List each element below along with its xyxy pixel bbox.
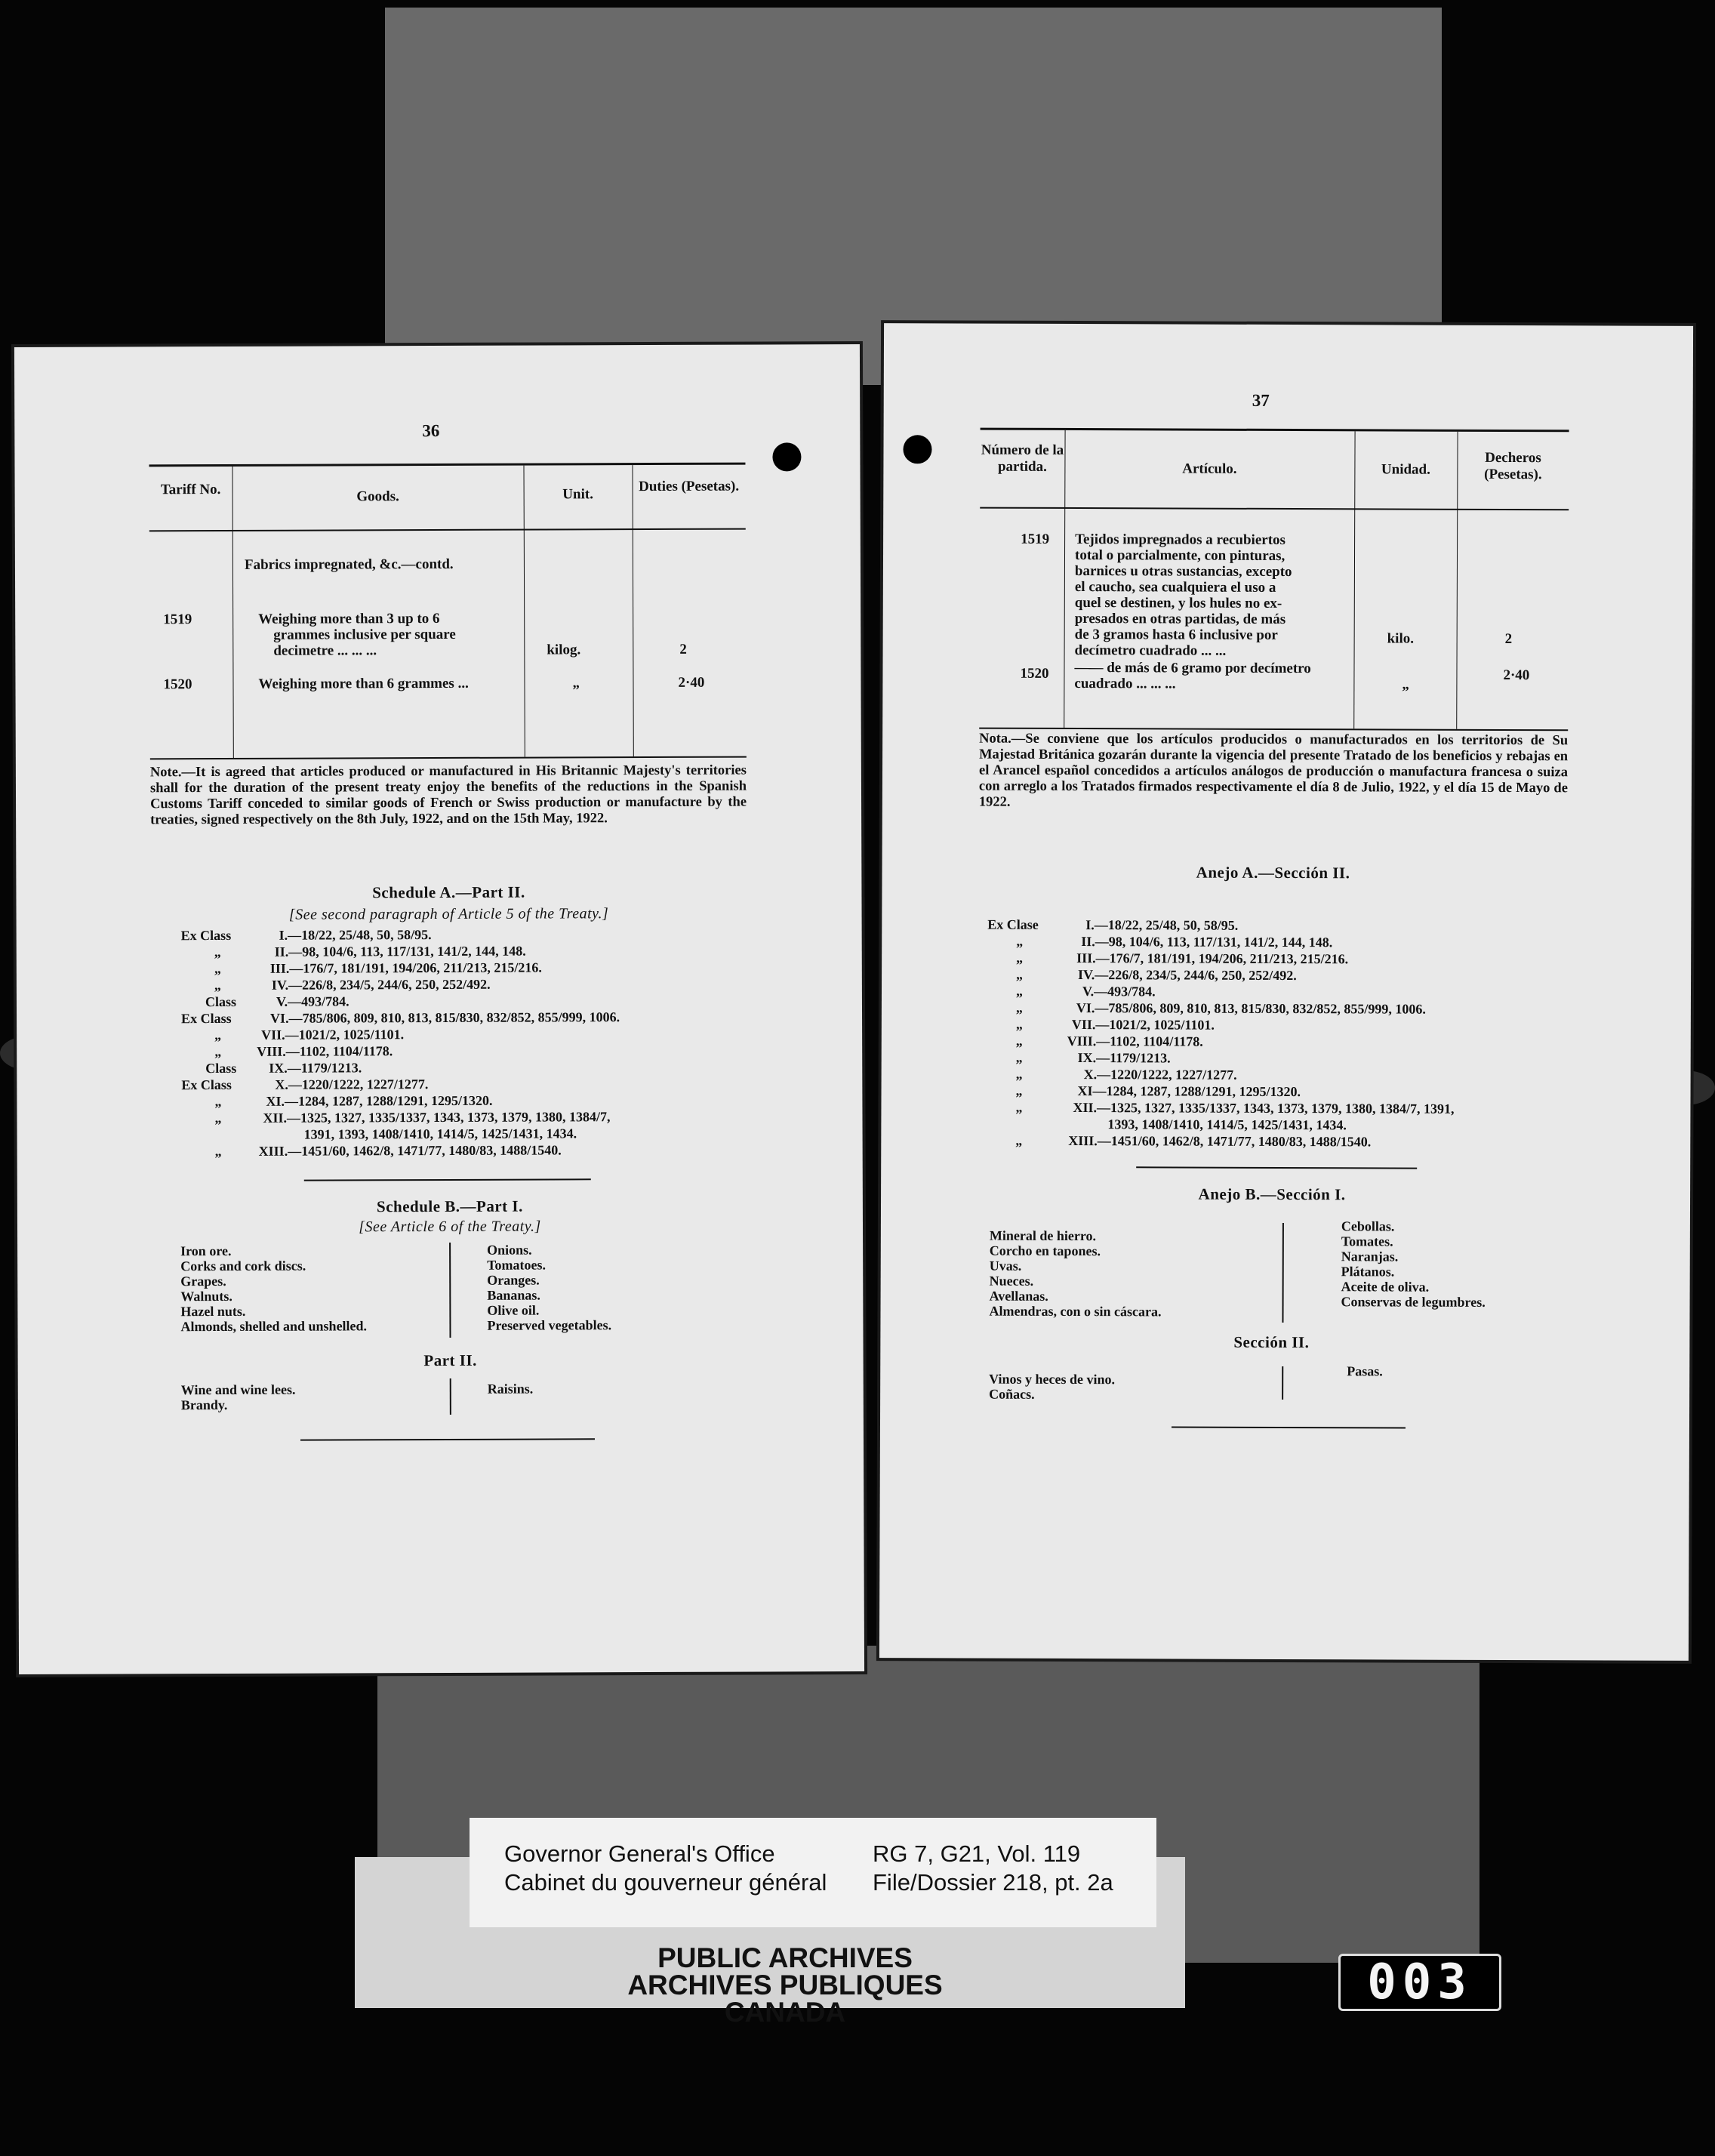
derecho-value: 2 bbox=[1504, 631, 1513, 648]
class-label: „ bbox=[1015, 1033, 1023, 1049]
anejo-item: Nueces. bbox=[989, 1273, 1034, 1289]
label-office-fr: Cabinet du gouverneur général bbox=[504, 1869, 827, 1896]
class-ranges: V.—493/784. bbox=[1082, 984, 1156, 999]
goods-line: decimetre ... ... ... bbox=[273, 642, 377, 659]
label-record-group: RG 7, G21, Vol. 119 bbox=[873, 1840, 1081, 1867]
tariff-table bbox=[149, 463, 746, 760]
class-ranges: III.—176/7, 181/191, 194/206, 211/213, 215/216. bbox=[1076, 950, 1349, 967]
class-ranges: VII.—1021/2, 1025/1101. bbox=[1071, 1017, 1215, 1033]
schedule-b-subtitle: [See Article 6 of the Treaty.] bbox=[359, 1218, 541, 1236]
class-ranges: X.—1220/1222, 1227/1277. bbox=[275, 1076, 429, 1092]
schedule-b-title: Schedule B.—Part I. bbox=[376, 1197, 523, 1216]
schedule-item: Bananas. bbox=[487, 1287, 540, 1303]
class-ranges: VIII.—1102, 1104/1178. bbox=[257, 1043, 393, 1059]
class-ranges-continued: 1391, 1393, 1408/1410, 1414/5, 1425/1431, 1434. bbox=[303, 1126, 577, 1142]
note-paragraph: Note.—It is agreed that articles produced or manufactured in His Britannic Majesty's territories shall for the duration of the present treaty enjoy the benefits of the reductions in the Spanish Customs Tariff conceded to similar goods of French or Swiss production or manufacture by the treaties, signed respectively on the 8th July, 1922, and on the 15th May, 1922. bbox=[149, 762, 747, 828]
class-label: „ bbox=[1015, 1132, 1023, 1148]
articulo-line: el caucho, sea cualquiera el uso a bbox=[1074, 579, 1276, 596]
header-derechos: Decheros (Pesetas). bbox=[1484, 449, 1542, 483]
column-separator bbox=[450, 1378, 451, 1415]
articulo-line: Tejidos impregnados a recubiertos bbox=[1075, 531, 1285, 548]
schedule-item: Walnuts. bbox=[180, 1288, 232, 1304]
class-ranges: XI—1284, 1287, 1288/1291, 1295/1320. bbox=[1077, 1083, 1301, 1100]
divider-rule bbox=[304, 1178, 591, 1181]
class-label: „ bbox=[1016, 966, 1024, 982]
anejo-item: Pasas. bbox=[1347, 1363, 1383, 1379]
schedule-item: Almonds, shelled and unshelled. bbox=[180, 1318, 368, 1335]
anejo-item: Naranjas. bbox=[1341, 1249, 1399, 1264]
class-label: „ bbox=[1015, 983, 1024, 999]
anejo-item: Plátanos. bbox=[1341, 1264, 1395, 1280]
column-separator bbox=[1282, 1223, 1283, 1323]
column-separator bbox=[449, 1243, 451, 1338]
class-label: „ bbox=[1015, 1083, 1023, 1098]
unidad-value: „ bbox=[1402, 676, 1409, 693]
class-ranges: XI.—1284, 1287, 1288/1291, 1295/1320. bbox=[266, 1092, 493, 1109]
class-label: Class bbox=[205, 1060, 237, 1076]
class-ranges: I.—18/22, 25/48, 50, 58/95. bbox=[1085, 917, 1239, 933]
class-label: „ bbox=[1015, 999, 1023, 1015]
class-label: „ bbox=[214, 961, 221, 977]
anejo-item: Coñacs. bbox=[989, 1386, 1035, 1402]
class-label: „ bbox=[1015, 1099, 1023, 1115]
nota-paragraph: Nota.—Se conviene que los artículos producidos o manufacturados en los territorios de Su Majestad Británica gozarán durante la vigencia del presente Tratado de los beneficios y rebajas en el Arancel español concedidos a artículos análogos de producción o manufactura francesa o suiza con arreglo a los Tratados firmados respectivamente el día 8 de Julio, 1922, y el día 15 de Mayo de 1922. bbox=[978, 731, 1569, 810]
part-ii-title: Part II. bbox=[423, 1351, 477, 1370]
class-ranges: IX.—1179/1213. bbox=[1077, 1050, 1171, 1066]
class-ranges: XII.—1325, 1327, 1335/1337, 1343, 1373, 1379, 1380, 1384/7, 1391, bbox=[1073, 1100, 1455, 1116]
derecho-value: 2·40 bbox=[1503, 667, 1530, 684]
right-page bbox=[879, 323, 1693, 1661]
unit-value: kilog. bbox=[547, 642, 581, 658]
punch-hole bbox=[772, 442, 801, 471]
class-ranges: VI.—785/806, 809, 810, 813, 815/830, 832/852, 855/999, 1006. bbox=[270, 1009, 620, 1026]
anejo-item: Vinos y heces de vino. bbox=[989, 1371, 1116, 1388]
partida-no: 1519 bbox=[1021, 531, 1050, 547]
class-label: Ex Clase bbox=[987, 916, 1039, 932]
duty-value: 2·40 bbox=[678, 674, 705, 691]
divider-rule bbox=[1172, 1426, 1406, 1428]
schedule-a-title: Schedule A.—Part II. bbox=[372, 882, 525, 902]
goods-line: grammes inclusive per square bbox=[273, 626, 456, 643]
class-ranges: II.—98, 104/6, 113, 117/131, 141/2, 144, 148. bbox=[1081, 934, 1333, 950]
goods-line: Weighing more than 6 grammes ... bbox=[258, 675, 469, 692]
anejo-item: Tomates. bbox=[1341, 1234, 1393, 1249]
class-ranges-continued: 1393, 1408/1410, 1414/5, 1425/1431, 1434. bbox=[1107, 1116, 1347, 1133]
class-label: „ bbox=[1015, 1016, 1023, 1032]
articulo-line: cuadrado ... ... ... bbox=[1074, 676, 1176, 692]
class-ranges: XII.—1325, 1327, 1335/1337, 1343, 1373, 1379, 1380, 1384/7, bbox=[263, 1109, 611, 1126]
label-file: File/Dossier 218, pt. 2a bbox=[873, 1869, 1113, 1896]
header-articulo: Artículo. bbox=[1182, 460, 1237, 477]
punch-hole bbox=[903, 435, 931, 464]
header-duties: Duties (Pesetas). bbox=[639, 478, 740, 495]
anejo-item: Conservas de legumbres. bbox=[1341, 1294, 1486, 1310]
public-archives-stamp bbox=[574, 1942, 996, 2028]
class-ranges: III.—176/7, 181/191, 194/206, 211/213, 215/216. bbox=[269, 959, 542, 976]
class-label: „ bbox=[214, 1144, 222, 1160]
class-ranges: V.—493/784. bbox=[276, 993, 349, 1009]
class-label: Ex Class bbox=[181, 1010, 232, 1027]
articulo-line: decímetro cuadrado ... ... bbox=[1074, 642, 1227, 659]
page-number: 37 bbox=[1252, 390, 1270, 410]
class-label: Ex Class bbox=[180, 927, 232, 944]
anejo-item: Almendras, con o sin cáscara. bbox=[989, 1303, 1162, 1320]
schedule-item: Hazel nuts. bbox=[180, 1303, 246, 1320]
schedule-item: Tomatoes. bbox=[487, 1257, 547, 1273]
header-goods: Goods. bbox=[356, 488, 399, 505]
anejo-b-title: Anejo B.—Sección I. bbox=[1198, 1184, 1346, 1204]
class-label: „ bbox=[214, 1027, 222, 1043]
schedule-item: Wine and wine lees. bbox=[180, 1381, 296, 1398]
class-ranges: X.—1220/1222, 1227/1277. bbox=[1083, 1067, 1237, 1083]
articulo-line: presados en otras partidas, de más bbox=[1074, 611, 1286, 627]
class-label: Ex Class bbox=[181, 1076, 232, 1093]
schedule-item: Oranges. bbox=[487, 1272, 540, 1288]
schedule-item: Iron ore. bbox=[180, 1243, 232, 1259]
schedule-item: Raisins. bbox=[487, 1381, 534, 1397]
anejo-item: Corcho en tapones. bbox=[989, 1243, 1101, 1259]
seccion-ii-title: Sección II. bbox=[1233, 1332, 1310, 1352]
label-office-en: Governor General's Office bbox=[504, 1840, 775, 1867]
unidad-value: kilo. bbox=[1387, 630, 1415, 647]
frame-counter: 003 bbox=[1338, 1954, 1501, 2011]
anejo-a-title: Anejo A.—Sección II. bbox=[1196, 863, 1350, 882]
class-label: „ bbox=[214, 1094, 222, 1110]
unit-value: „ bbox=[572, 675, 580, 691]
partida-no: 1520 bbox=[1020, 665, 1049, 682]
class-ranges: IV.—226/8, 234/5, 244/6, 250, 252/492. bbox=[1078, 967, 1297, 984]
goods-line: Weighing more than 3 up to 6 bbox=[258, 610, 440, 627]
class-ranges: XIII.—1451/60, 1462/8, 1471/77, 1480/83, 1488/1540. bbox=[258, 1142, 562, 1159]
class-ranges: VI.—785/806, 809, 810, 813, 815/830, 832/852, 855/999, 1006. bbox=[1076, 1000, 1426, 1017]
class-ranges: IV.—226/8, 234/5, 244/6, 250, 252/492. bbox=[271, 976, 491, 993]
articulo-line: —— de más de 6 gramo por decímetro bbox=[1074, 660, 1311, 677]
class-ranges: II.—98, 104/6, 113, 117/131, 141/2, 144, 148. bbox=[274, 943, 526, 959]
anejo-item: Cebollas. bbox=[1341, 1218, 1395, 1234]
tariff-table-spanish bbox=[979, 428, 1569, 732]
class-ranges: IX.—1179/1213. bbox=[269, 1060, 362, 1076]
header-numero: Número de la partida. bbox=[981, 442, 1064, 475]
stamp-line: CANADA bbox=[724, 1997, 846, 2028]
anejo-item: Mineral de hierro. bbox=[989, 1227, 1097, 1244]
stamp-line: ARCHIVES PUBLIQUES bbox=[627, 1970, 943, 2000]
left-page bbox=[14, 344, 864, 1674]
class-label: „ bbox=[214, 1110, 222, 1126]
class-ranges: VIII.—1102, 1104/1178. bbox=[1067, 1033, 1203, 1049]
articulo-line: barnices u otras sustancias, excepto bbox=[1074, 563, 1292, 581]
schedule-item: Olive oil. bbox=[487, 1302, 540, 1318]
class-ranges: XIII.—1451/60, 1462/8, 1471/77, 1480/83, 1488/1540. bbox=[1068, 1132, 1372, 1150]
articulo-line: de 3 gramos hasta 6 inclusive por bbox=[1074, 627, 1278, 643]
stamp-line: PUBLIC ARCHIVES bbox=[657, 1942, 913, 1973]
anejo-item: Avellanas. bbox=[989, 1288, 1048, 1304]
class-label: „ bbox=[1016, 933, 1024, 949]
table-section-heading: Fabrics impregnated, &c.—contd. bbox=[244, 556, 454, 573]
schedule-item: Corks and cork discs. bbox=[180, 1258, 306, 1274]
class-label: „ bbox=[214, 978, 221, 993]
class-ranges: VII.—1021/2, 1025/1101. bbox=[261, 1027, 405, 1043]
page-number: 36 bbox=[422, 420, 440, 441]
archive-reference-label bbox=[470, 1818, 1156, 1927]
articulo-line: total o parcialmente, con pinturas, bbox=[1074, 547, 1285, 564]
anejo-item: Aceite de oliva. bbox=[1341, 1279, 1430, 1295]
tariff-no: 1520 bbox=[163, 676, 192, 693]
duty-value: 2 bbox=[679, 641, 687, 658]
anejo-item: Uvas. bbox=[989, 1258, 1022, 1274]
class-label: „ bbox=[1016, 950, 1024, 966]
column-separator bbox=[1282, 1366, 1283, 1400]
schedule-item: Brandy. bbox=[180, 1397, 228, 1413]
header-tariff-no: Tariff No. bbox=[160, 482, 221, 498]
header-unit: Unit. bbox=[562, 486, 593, 503]
schedule-a-subtitle: [See second paragraph of Article 5 of the Treaty.] bbox=[288, 905, 609, 923]
articulo-line: quel se destinen, y los hules no ex- bbox=[1074, 595, 1282, 611]
class-ranges: I.—18/22, 25/48, 50, 58/95. bbox=[279, 927, 432, 943]
class-label: „ bbox=[1015, 1066, 1023, 1082]
schedule-item: Grapes. bbox=[180, 1273, 226, 1289]
schedule-item: Preserved vegetables. bbox=[487, 1317, 612, 1333]
schedule-item: Onions. bbox=[487, 1242, 532, 1258]
divider-rule bbox=[1136, 1166, 1417, 1169]
class-label: „ bbox=[214, 944, 221, 960]
class-label: „ bbox=[214, 1044, 222, 1060]
class-label: Class bbox=[205, 993, 237, 1010]
tariff-no: 1519 bbox=[163, 611, 192, 628]
divider-rule bbox=[300, 1438, 595, 1440]
class-label: „ bbox=[1015, 1049, 1023, 1065]
header-unidad: Unidad. bbox=[1381, 461, 1430, 478]
